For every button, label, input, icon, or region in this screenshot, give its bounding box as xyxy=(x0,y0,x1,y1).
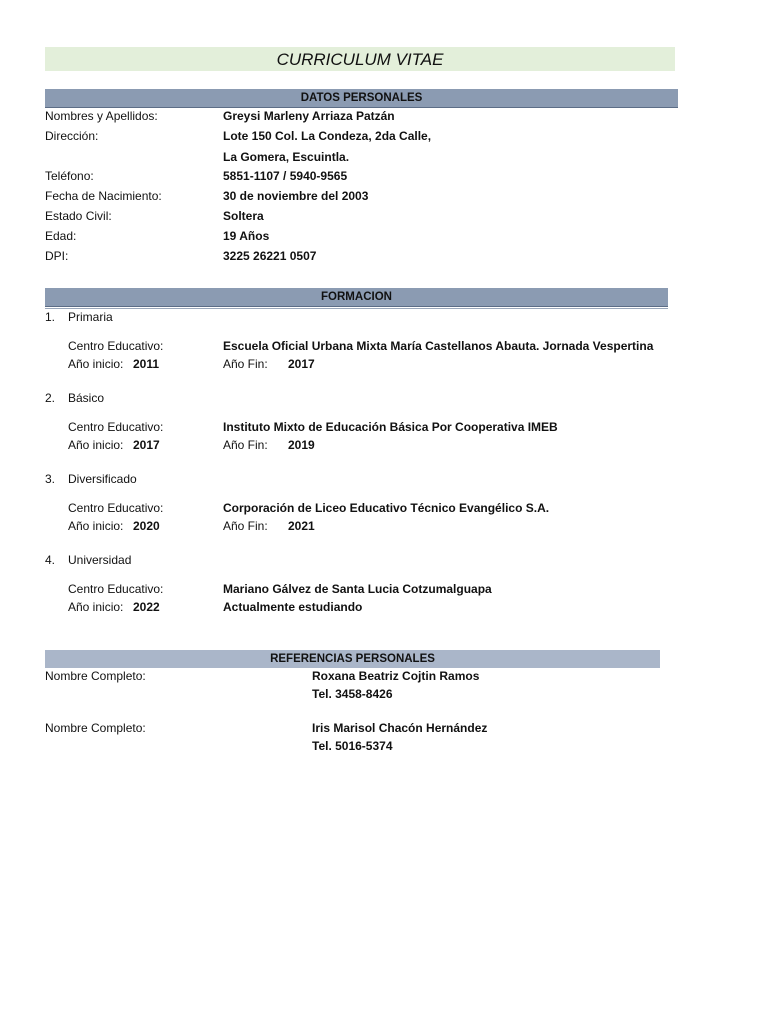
age-value: 19 Años xyxy=(223,229,270,243)
study-status: Actualmente estudiando xyxy=(223,600,363,614)
start-year-value: 2020 xyxy=(133,519,160,533)
reference-name: Roxana Beatriz Cojtin Ramos xyxy=(312,669,480,683)
phone-value: 5851-1107 / 5940-9565 xyxy=(223,169,348,183)
start-year-label: Año inicio: xyxy=(68,357,124,371)
center-value: Instituto Mixto de Educación Básica Por Cooperativa IMEB xyxy=(223,420,558,434)
education-level: Universidad xyxy=(68,553,132,567)
reference-name: Iris Marisol Chacón Hernández xyxy=(312,721,488,735)
phone-label: Teléfono: xyxy=(45,169,94,183)
dpi-label: DPI: xyxy=(45,249,69,263)
education-number: 2. xyxy=(45,391,56,405)
address-label: Dirección: xyxy=(45,129,99,143)
end-year-label: Año Fin: xyxy=(223,438,268,452)
end-year-value: 2019 xyxy=(288,438,315,452)
education-level: Diversificado xyxy=(68,472,137,486)
start-year-value: 2022 xyxy=(133,600,160,614)
birth-value: 30 de noviembre del 2003 xyxy=(223,189,369,203)
reference-phone: Tel. 3458-8426 xyxy=(312,687,393,701)
start-year-label: Año inicio: xyxy=(68,600,124,614)
center-label: Centro Educativo: xyxy=(68,339,164,353)
start-year-label: Año inicio: xyxy=(68,438,124,452)
end-year-value: 2017 xyxy=(288,357,315,371)
section-header-references: REFERENCIAS PERSONALES xyxy=(45,650,660,668)
start-year-value: 2011 xyxy=(133,357,160,371)
birth-label: Fecha de Nacimiento: xyxy=(45,189,162,203)
end-year-label: Año Fin: xyxy=(223,519,268,533)
address-line-2: La Gomera, Escuintla. xyxy=(223,150,350,164)
education-number: 1. xyxy=(45,310,56,324)
names-value: Greysi Marleny Arriaza Patzán xyxy=(223,109,395,123)
education-level: Básico xyxy=(68,391,105,405)
education-level: Primaria xyxy=(68,310,113,324)
reference-name-label: Nombre Completo: xyxy=(45,669,146,683)
reference-name-label: Nombre Completo: xyxy=(45,721,146,735)
title-banner xyxy=(45,47,675,71)
names-label: Nombres y Apellidos: xyxy=(45,109,158,123)
end-year-value: 2021 xyxy=(288,519,315,533)
start-year-value: 2017 xyxy=(133,438,160,452)
end-year-label: Año Fin: xyxy=(223,357,268,371)
center-value: Mariano Gálvez de Santa Lucia Cotzumalguapa xyxy=(223,582,492,596)
page-title: CURRICULUM VITAE xyxy=(276,50,444,69)
section-divider xyxy=(45,308,668,309)
address-line-1: Lote 150 Col. La Condeza, 2da Calle, xyxy=(223,129,432,143)
center-label: Centro Educativo: xyxy=(68,501,164,515)
section-header-education: FORMACION xyxy=(45,288,668,307)
center-label: Centro Educativo: xyxy=(68,420,164,434)
education-number: 3. xyxy=(45,472,56,486)
civil-status-label: Estado Civil: xyxy=(45,209,112,223)
education-number: 4. xyxy=(45,553,56,567)
center-label: Centro Educativo: xyxy=(68,582,164,596)
dpi-value: 3225 26221 0507 xyxy=(223,249,317,263)
center-value: Escuela Oficial Urbana Mixta María Castellanos Abauta. Jornada Vespertina xyxy=(223,339,654,353)
civil-status-value: Soltera xyxy=(223,209,264,223)
section-header-personal: DATOS PERSONALES xyxy=(45,89,678,108)
reference-phone: Tel. 5016-5374 xyxy=(312,739,393,753)
age-label: Edad: xyxy=(45,229,77,243)
center-value: Corporación de Liceo Educativo Técnico Evangélico S.A. xyxy=(223,501,550,515)
start-year-label: Año inicio: xyxy=(68,519,124,533)
